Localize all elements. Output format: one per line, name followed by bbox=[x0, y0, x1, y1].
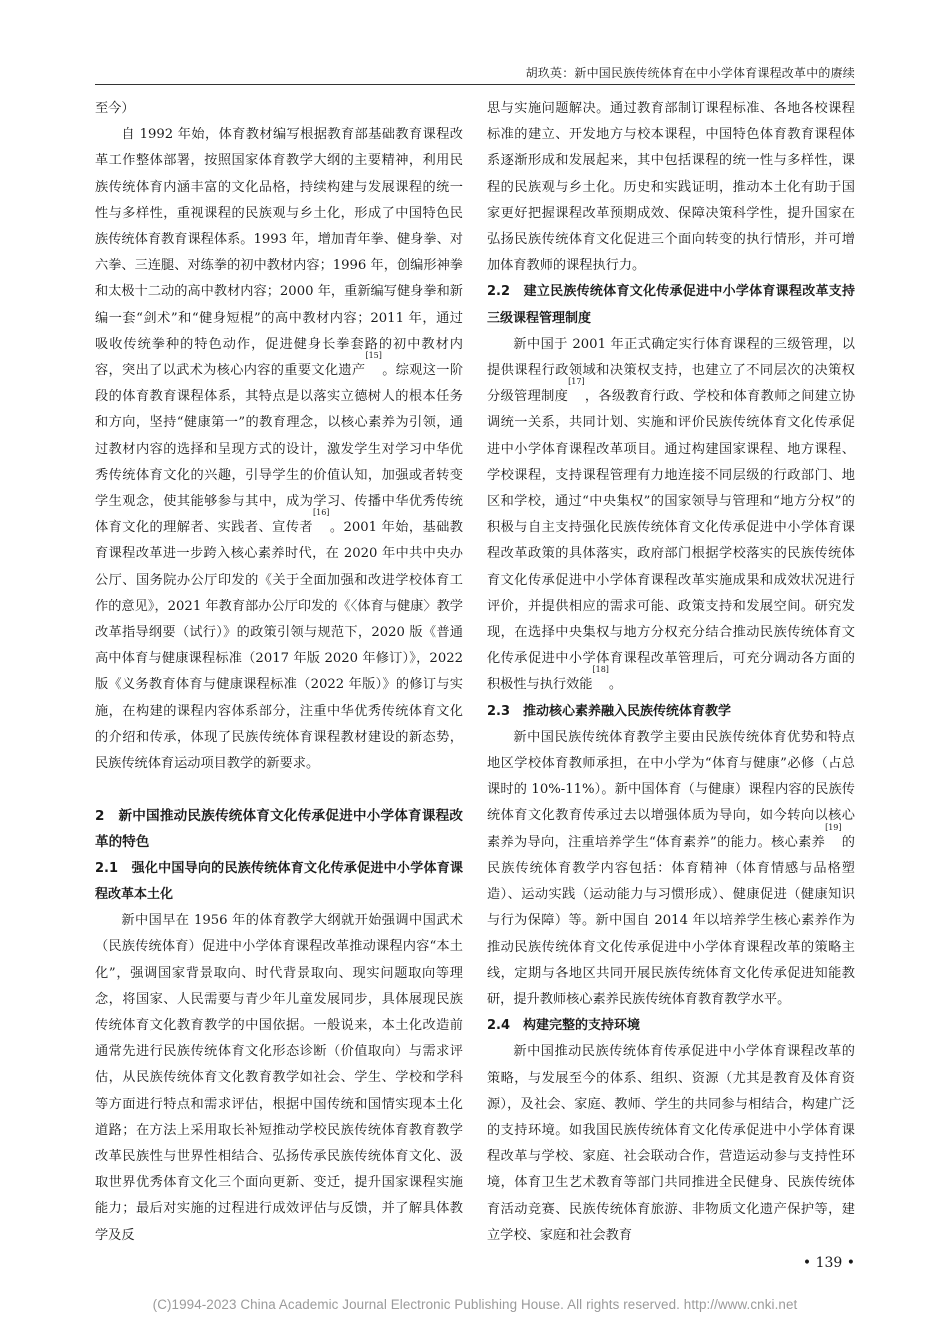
citation-18: [18] bbox=[592, 665, 609, 675]
citation-17: [17] bbox=[568, 377, 585, 387]
subsection-2-4-title: 2.4 构建完整的支持环境 bbox=[487, 1018, 641, 1034]
header-rule bbox=[95, 84, 855, 85]
paragraph-core-literacy: 新中国民族传统体育教学主要由民族传统体育优势和特点地区学校体育教师承担，在中小学为“体育与健康”必修（占总课时的 10%-11%）。新中国体育（与健康）课程内容的民族传统体育文化教育传承过去以增强体质为导向，如今转向以核心素养为导向，注重培养学生“体育素养”的能力。核心素养[19]的民族传统体育教学内容包括：体育精神（体育情感与品格塑造）、运动实践（运动能力与习惯形成）、健康促进（健康知识与行为保障）等。新中国自 2014 年以培养学生核心素养作为推动民族传统体育文化传承促进中小学体育课程改革的策略主线，定期与各地区共同开展民族传统体育文化传承促进知能教研，提升教师核心素养民族传统体育教育教学水平。 bbox=[487, 729, 855, 1007]
paragraph-support-environment: 新中国推动民族传统体育传承促进中小学体育课程改革的策略，与发展至今的体系、组织、资源（尤其是教育及体育资源），及社会、家庭、教师、学生的共同参与相结合，构建广泛的支持环境。如我国民族传统体育文化传承促进中小学体育课程改革与学校、家庭、社会联动合作，营造运动参与支持性环境，体育卫生艺术教育等部门共同推进全民健身、民族传统体育活动竞赛、民族传统体育旅游、非物质文化遗产保护等，建立学校、家庭和社会教育 bbox=[487, 1044, 855, 1243]
right-column bbox=[487, 96, 855, 1249]
page-number: • 139 • bbox=[802, 1255, 855, 1271]
paragraph-localization-cont: 思与实施问题解决。通过教育部制订课程标准、各地各校课程标准的建立、开发地方与校本课程，中国特色体育教育课程体系逐渐形成和发展起来，其中包括课程的统一性与多样性，课程的民族观与乡土化。历史和实践证明，推动本土化有助于国家更好把握课程改革预期成效、保障决策科学性，提升国家在弘扬民族传统体育文化促进三个面向转变的执行情形，并可增加体育教师的课程执行力。 bbox=[487, 101, 855, 274]
paragraph-localization: 新中国早在 1956 年的体育教学大纲就开始强调中国武术（民族传统体育）促进中小学体育课程改革推动课程内容“本土化”，强调国家背景取向、时代背景取向、现实问题取向等理念，将国家、人民需要与青少年儿童发展同步，具体展现民族传统体育文化教育教学的中国依据。一般说来，本土化改造前通常先进行民族传统体育文化形态诊断（价值取向）与需求评估，从民族传统体育文化教育教学如社会、学生、学校和学科等方面进行特点和需求评估，根据中国传统和国情实现本土化道路；在方法上采用取长补短推动学校民族传统体育教育教学改革民族性与世界性相结合、弘扬传承民族传统体育文化、汲取世界优秀体育文化三个面向更新、变迁，提升国家课程实施能力；最后对实施的过程进行成效评估与反馈，并了解具体教学及反 bbox=[95, 913, 463, 1243]
section-continuation: 至今） bbox=[95, 101, 135, 116]
subsection-2-2-title: 2.2 建立民族传统体育文化传承促进中小学体育课程改革支持三级课程管理制度 bbox=[487, 284, 855, 326]
running-header: 胡玖英：新中国民族传统体育在中小学体育课程改革中的赓续 bbox=[525, 66, 855, 80]
paragraph-three-level-management: 新中国于 2001 年正式确定实行体育课程的三级管理，以提供课程行政领域和决策权支持，也建立了不同层次的决策权分级管理制度[17]，各级教育行政、学校和体育教师之间建立协调统一关系，共同计划、实施和评价民族传统体育文化传承促进中小学体育课程改革项目。通过构建国家课程、地方课程、学校课程，支持课程管理有力地连接不同层级的行政部门、地区和学校，通过“中央集权”的国家领导与管理和“地方分权”的积极与自主支持强化民族传统体育文化传承促进中小学体育课程改革政策的具体落实，政府部门根据学校落实的民族传统体育文化传承促进中小学体育课程改革实施成果和成效状况进行评价，并提供相应的需求可能、政策支持和发展空间。研究发现，在选择中央集权与地方分权充分结合推动民族传统体育文化传承促进中小学体育课程改革管理后，可充分调动各方面的积极性与执行效能[18]。 bbox=[487, 336, 856, 693]
copyright-footer: (C)1994-2023 China Academic Journal Electronic Publishing House. All rights reserved. http://www.cnki.net bbox=[152, 1297, 798, 1312]
citation-15: [15] bbox=[365, 351, 382, 361]
paragraph-1992-textbooks: 自 1992 年始，体育教材编写根据教育部基础教育课程改革工作整体部署，按照国家体育教学大纲的主要精神，利用民族传统体育内涵丰富的文化品格，持续构建与发展课程的统一性与多样性，重视课程的民族观与乡土化，形成了中国特色民族传统体育教育课程体系。1993 年，增加青年拳、健身拳、对六拳、三连腿、对练拳的初中教材内容；1996 年，创编形神拳和太极十二动的高中教材内容；2000 年，重新编写健身拳和新编一套“剑术”和“健身短棍”的高中教材内容；2011 年，通过吸收传统拳种的特色动作，促进健身长拳套路的初中教材内容，突出了以武术为核心内容的重要文化遗产[15]。综观这一阶段的体育教育课程体系，其特点是以落实立德树人的根本任务和方向，坚持“健康第一”的教育理念，以核心素养为引领，通过教材内容的选择和呈现方式的设计，激发学生对学习中华优秀传统体育文化的兴趣，引导学生的价值认知，加强或者转变学生观念，使其能够参与其中，成为学习、传播中华优秀传统体育文化的理解者、实践者、宣传者[16]。2001 年始，基础教育课程改革进一步跨入核心素养时代，在 2020 年中共中央办公厅、国务院办公厅印发的《关于全面加强和改进学校体育工作的意见》，2021 年教育部办公厅印发的《〈体育与健康〉教学改革指导纲要（试行）》的政策引领与规范下，2020 版《普通高中体育与健康课程标准（2017 年版 2020 年修订）》，2022 版《义务教育体育与健康课程标准（2022 年版）》的修订与实施，在构建的课程内容体系部分，注重中华优秀传统体育文化的介绍和传承，体现了民族传统体育课程教材建设的新态势，民族传统体育运动项目教学的新要求。 bbox=[95, 127, 464, 772]
subsection-2-3-title: 2.3 推动核心素养融入民族传统体育教学 bbox=[487, 703, 732, 719]
section-2-title: 2 新中国推动民族传统体育文化传承促进中小学体育课程改革的特色 bbox=[95, 808, 463, 851]
citation-19: [19] bbox=[825, 822, 842, 832]
citation-16: [16] bbox=[313, 508, 330, 518]
subsection-2-1-title: 2.1 强化中国导向的民族传统体育文化传承促进中小学体育课程改革本土化 bbox=[95, 860, 463, 902]
left-column bbox=[95, 96, 463, 1249]
